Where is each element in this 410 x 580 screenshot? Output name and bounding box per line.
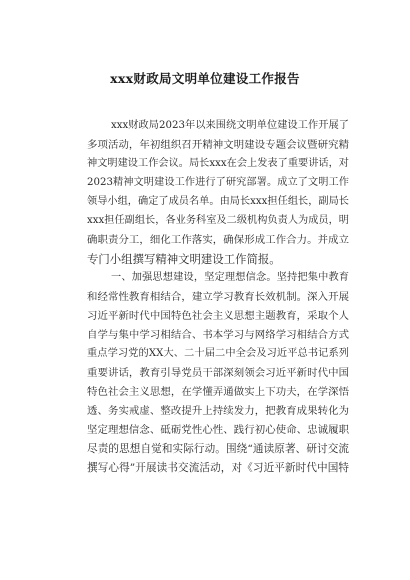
paragraph-2-line-4: 自学与集中学习相结合、书本学习与网络学习相结合方式 — [87, 329, 349, 341]
paragraph-1-line-4: 2023精神文明建设工作进行了研究部署。成立了文明工作 — [87, 177, 349, 188]
paragraph-2-line-11: 撰写心得”开展读书交流活动，对《习近平新时代中国特 — [87, 462, 349, 474]
paragraph-2-line-5: 重点学习党的XX大、二十届二中全会及习近平总书记系列 — [87, 348, 349, 359]
document-title: xxx财政局文明单位建设工作报告 — [110, 71, 300, 86]
paragraph-2-line-2: 和经常性教育相结合，建立学习教育长效机制。深入开展 — [87, 291, 349, 303]
paragraph-1-line-8: 专门小组撰写精神文明建设工作简报。 — [87, 252, 281, 266]
paragraph-2-line-7: 特色社会主义思想，在学懂弄通做实上下功夫，在学深悟 — [87, 386, 349, 398]
paragraph-2-line-8: 透、务实戒虚、整改提升上持续发力，把教育成果转化为 — [87, 405, 349, 417]
paragraph-2-line-3: 习近平新时代中国特色社会主义思想主题教育，采取个人 — [87, 310, 349, 322]
paragraph-1-line-1: xxx财政局2023年以来围绕文明单位建设工作开展了 — [111, 120, 349, 131]
paragraph-2-line-10: 尽责的思想自觉和实际行动。围绕“通读原著、研讨交流 — [87, 443, 349, 455]
paragraph-2-line-9: 坚定理想信念、砥砺党性心性、践行初心使命、忠诚履职 — [87, 424, 349, 436]
paragraph-2-line-6: 重要讲话，教育引导党员干部深刻领会习近平新时代中国 — [87, 367, 349, 379]
paragraph-2-line-1: 一、加强思想建设，坚定理想信念。坚持把集中教育 — [111, 272, 349, 283]
paragraph-1-line-2: 多项活动，年初组织召开精神文明建设专题会议暨研究精 — [87, 139, 349, 151]
paragraph-1-line-7: 确职责分工，细化工作落实，确保形成工作合力。并成立 — [87, 234, 349, 246]
paragraph-1-line-5: 领导小组，确定了成员名单。由局长xxx担任组长，副局长 — [87, 196, 349, 207]
paragraph-1-line-3: 神文明建设工作会议。局长xxx在会上发表了重要讲话，对 — [87, 158, 349, 169]
paragraph-1-line-6: xxx担任副组长，各业务科室及二级机构负责人为成员，明 — [87, 215, 349, 226]
